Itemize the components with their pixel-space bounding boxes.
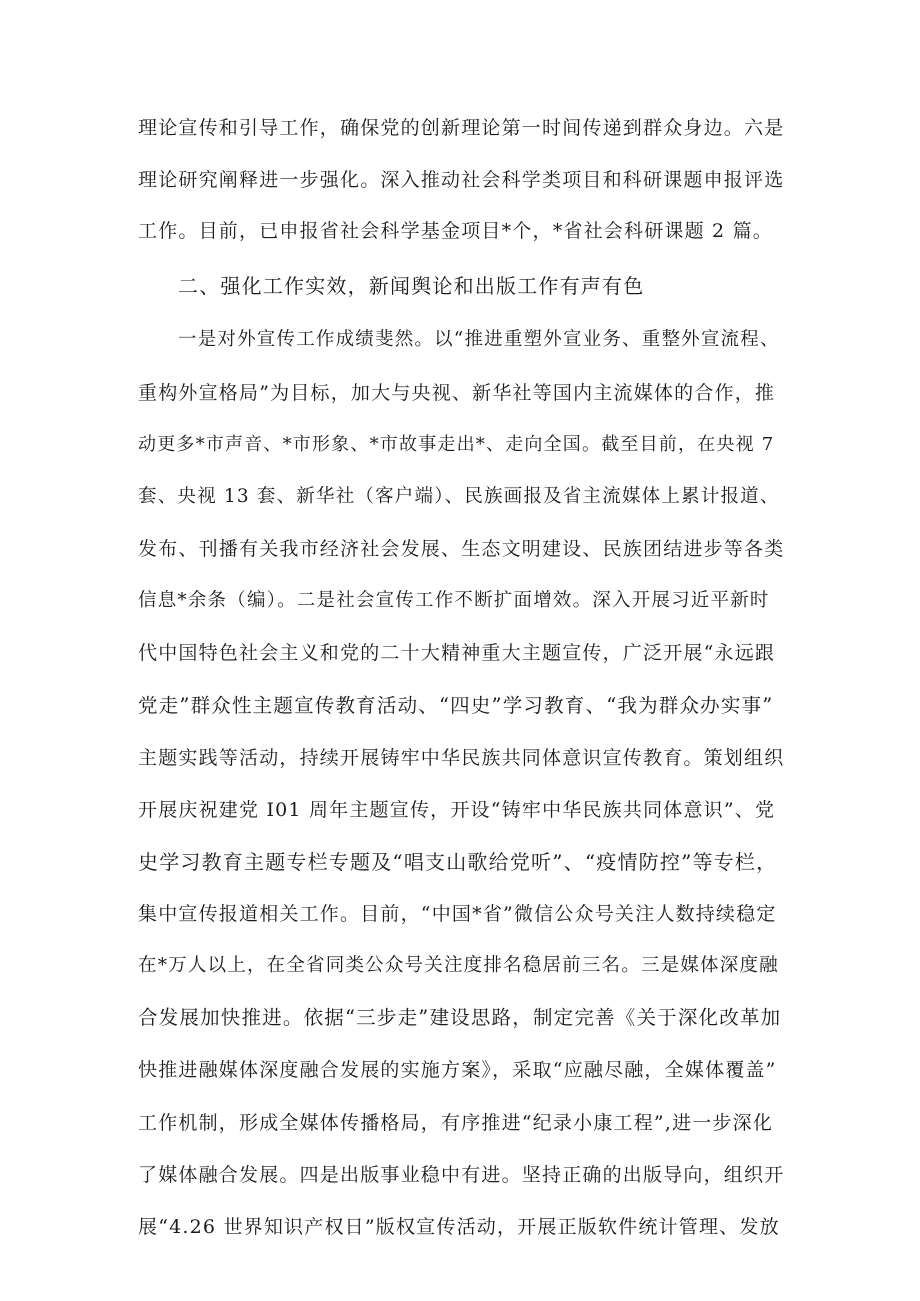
- paragraph-line: 在*万人以上，在全省同类公众号关注度排名稳居前三名。三是媒体深度融: [138, 955, 779, 976]
- paragraph-line: 理论研究阐释进一步强化。深入推动社会科学类项目和科研课题申报评选: [138, 169, 785, 191]
- paragraph-line: 开展庆祝建党 I01 周年主题宣传，开设“铸牢中华民族共同体意识”、党: [138, 799, 776, 821]
- paragraph-line: 党走”群众性主题宣传教育活动、“四史”学习教育、“我为群众办实事”: [138, 694, 774, 717]
- paragraph-line: 合发展加快推进。依据“三步走”建设思路，制定完善《关于深化改革加: [138, 1006, 782, 1029]
- paragraph-line: 主题实践等活动，持续开展铸牢中华民族共同体意识宣传教育。策划组织: [138, 747, 785, 769]
- paragraph-line: 工作机制，形成全媒体传播格局，有序推进“纪录小康工程”,进一步深化: [138, 1112, 774, 1134]
- paragraph-line: 理论宣传和引导工作，确保党的创新理论第一时间传递到群众身边。六是: [138, 117, 785, 139]
- paragraph-line: 了媒体融合发展。四是出版事业稳中有进。坚持正确的出版导向，组织开: [138, 1164, 785, 1186]
- paragraph-line: 展“4.26 世界知识产权日”版权宣传活动，开展正版软件统计管理、发放: [138, 1216, 780, 1238]
- section-heading: 二、强化工作实效，新闻舆论和出版工作有声有色: [178, 274, 645, 298]
- paragraph-line: 快推进融媒体深度融合发展的实施方案》，采取“应融尽融，全媒体覆盖”: [138, 1059, 777, 1081]
- paragraph-line: 动更多*市声音、*市形象、*市故事走出*、走向全国。截至目前，在央视 7: [138, 434, 775, 455]
- paragraph-line: 集中宣传报道相关工作。目前，“中国*省”微信公众号关注人数持续稳定: [138, 903, 777, 925]
- paragraph-line: 套、央视 13 套、新华社（客户端）、民族画报及省主流媒体上累计报道、: [138, 486, 780, 507]
- paragraph-line: 重构外宣格局”为目标，加大与央视、新华社等国内主流媒体的合作，推: [138, 382, 776, 404]
- paragraph-line: 工作。目前，已申报省社会科学基金项目*个，*省社会科研课题 2 篇。: [138, 220, 773, 242]
- paragraph-line: 信息*余条（编）。二是社会宣传工作不断扩面增效。深入开展习近平新时: [138, 590, 770, 611]
- paragraph-line: 发布、刊播有关我市经济社会发展、生态文明建设、民族团结进步等各类: [138, 538, 785, 560]
- paragraph-line: 代中国特色社会主义和党的二十大精神重大主题宣传，广泛开展“永远跟: [138, 642, 776, 664]
- paragraph-line: 史学习教育主题专栏专题及“唱支山歌给党听”、“疫情防控”等专栏，: [138, 850, 778, 874]
- paragraph-line: 一是对外宣传工作成绩斐然。以“推进重塑外宣业务、重整外宣流程、: [178, 329, 780, 350]
